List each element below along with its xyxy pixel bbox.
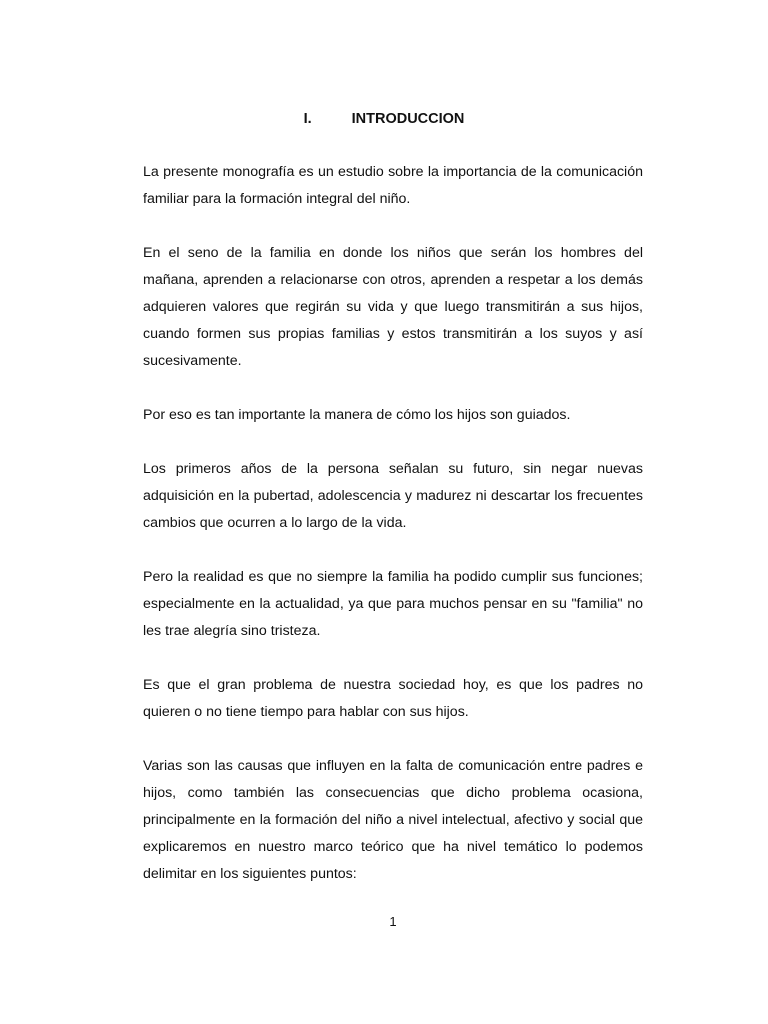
- section-title: INTRODUCCION: [351, 111, 465, 127]
- paragraph-5: Pero la realidad es que no siempre la familia ha podido cumplir sus funciones; especialmente en la actualidad, ya que para muchos pensar en su "familia" no les trae alegría sino tristeza.: [143, 569, 643, 639]
- page-number: 1: [389, 914, 397, 929]
- document-body: [143, 159, 643, 915]
- paragraph-7: Varias son las causas que influyen en la falta de comunicación entre padres e hijos, como también las consecuencias que dicho problema ocasiona, principalmente en la formación del niño a nivel intelectual, afectivo y social que explicaremos en nuestro marco teórico que ha nivel temático lo podemos delimitar en los siguientes puntos:: [143, 758, 643, 882]
- paragraph-3: Por eso es tan importante la manera de cómo los hijos son guiados.: [143, 407, 571, 423]
- section-number: I.: [303, 111, 312, 127]
- paragraph-2: En el seno de la familia en donde los niños que serán los hombres del mañana, aprenden a relacionarse con otros, aprenden a respetar a los demás adquieren valores que regirán su vida y que luego transmitirán a sus hijos, cuando formen sus propias familias y estos transmitirán a los suyos y así sucesivamente.: [143, 245, 643, 369]
- paragraph-1: La presente monografía es un estudio sobre la importancia de la comunicación familiar para la formación integral del niño.: [143, 164, 643, 207]
- paragraph-6: Es que el gran problema de nuestra sociedad hoy, es que los padres no quieren o no tiene tiempo para hablar con sus hijos.: [143, 677, 643, 720]
- section-heading: [0, 108, 768, 130]
- paragraph-4: Los primeros años de la persona señalan su futuro, sin negar nuevas adquisición en la pubertad, adolescencia y madurez ni descartar los frecuentes cambios que ocurren a lo largo de la vida.: [143, 461, 643, 531]
